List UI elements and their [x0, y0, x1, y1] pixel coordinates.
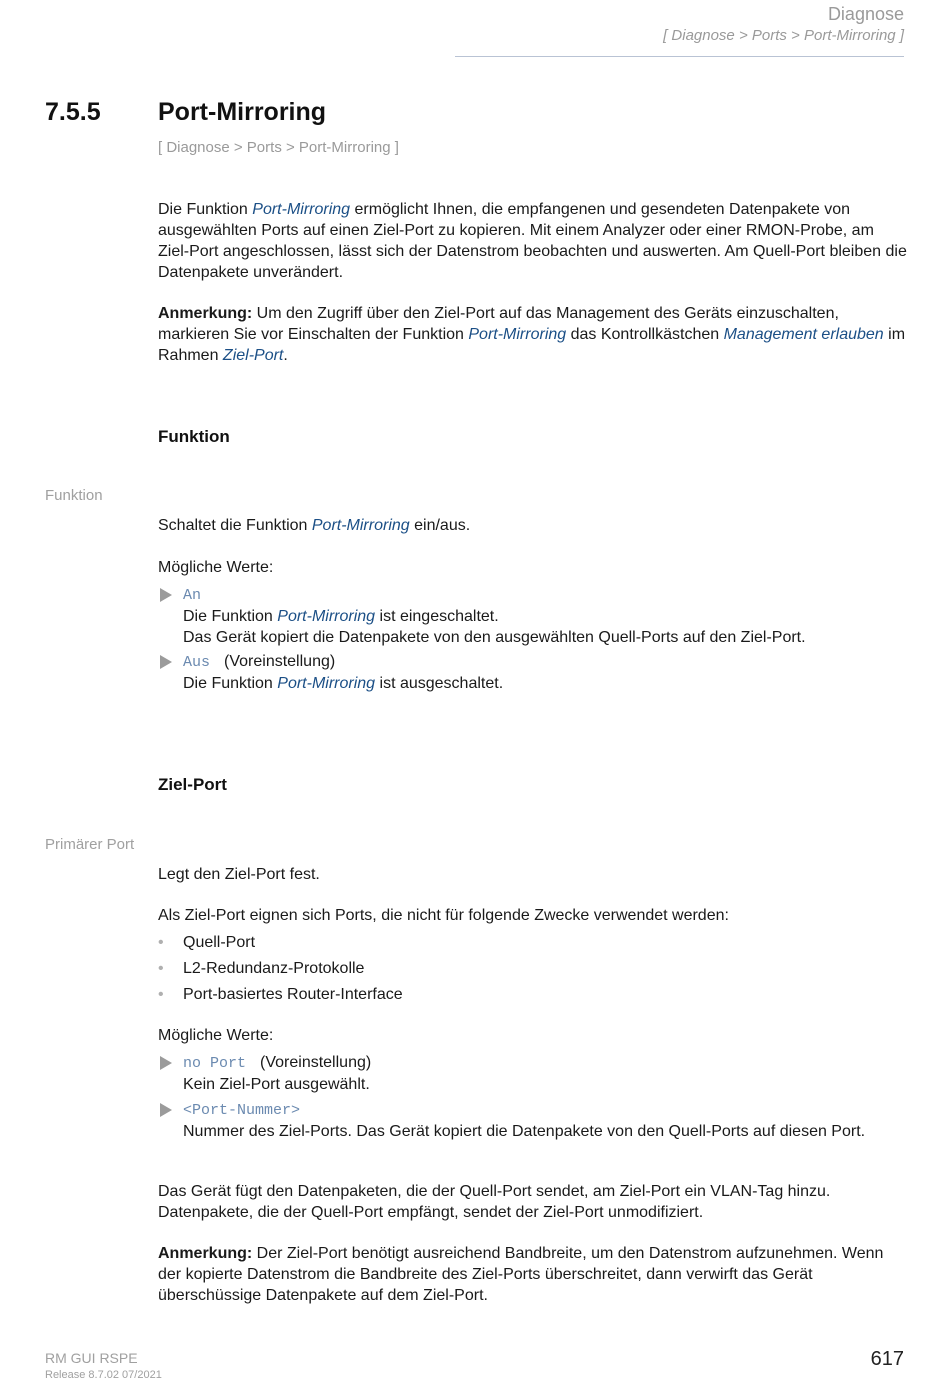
triangle-bullet-icon [160, 588, 172, 602]
option-description: Nummer des Ziel-Ports. Das Gerät kopiert die Datenpakete von den Quell-Ports auf diesen Port. [183, 1123, 866, 1140]
value-option: An Die Funktion Port-Mirroring ist eingeschaltet. Das Gerät kopiert die Datenpakete von den ausgewählten Quell-Ports auf den Ziel-Port. [158, 584, 908, 648]
parameter-description: Schaltet die Funktion Port-Mirroring ein/aus. [158, 517, 471, 534]
option-value: <Port-Nummer> [183, 1102, 301, 1119]
parameter-label-funktion: Funktion [45, 487, 103, 504]
default-note: (Voreinstellung) [260, 1054, 372, 1071]
triangle-bullet-icon [160, 655, 172, 669]
list-item: • L2-Redundanz-Protokolle [158, 960, 365, 977]
option-value: no Port [183, 1055, 247, 1072]
section-breadcrumb: [ Diagnose > Ports > Port-Mirroring ] [158, 139, 399, 156]
bullet-dot-icon: • [158, 986, 164, 1003]
option-value: An [183, 587, 202, 604]
value-option [158, 1052, 908, 1095]
value-option [158, 1099, 908, 1142]
running-header-section: Diagnose [827, 4, 904, 24]
possible-values-label: Mögliche Werte: [158, 559, 274, 576]
option-description: Das Gerät kopiert die Datenpakete von den ausgewählten Quell-Ports auf den Ziel-Port. [183, 629, 806, 646]
parameter-description: Legt den Ziel-Port fest. [158, 866, 320, 883]
note-label: Anmerkung: [158, 1245, 253, 1262]
footer-document-id: RM GUI RSPE [45, 1350, 138, 1366]
subsection-heading-ziel-port: Ziel-Port [158, 775, 227, 794]
note-label: Anmerkung: [158, 305, 253, 322]
possible-values-label: Mögliche Werte: [158, 1027, 274, 1044]
list-item: • Quell-Port [158, 934, 256, 951]
running-header-path: [ Diagnose > Ports > Port-Mirroring ] [663, 27, 904, 44]
subsection-heading-funktion: Funktion [158, 427, 230, 446]
section-title: Port-Mirroring [158, 98, 327, 126]
parameter-label-primaerer-port: Primärer Port [45, 836, 135, 853]
triangle-bullet-icon [160, 1056, 172, 1070]
footer-release: Release 8.7.02 07/2021 [45, 1369, 162, 1381]
triangle-bullet-icon [160, 1103, 172, 1117]
note-paragraph: Anmerkung: Der Ziel-Port benötigt ausreichend Bandbreite, um den Datenstrom aufzunehmen. Wenn der kopierte Datenstrom die Bandbreite des Ziel-Ports überschreitet, dann verwirft das Gerät überschüssige Datenpakete auf dem Ziel-Port. [158, 1245, 884, 1304]
default-note: (Voreinstellung) [224, 653, 336, 670]
link-port-mirroring[interactable]: Port-Mirroring [468, 326, 567, 343]
option-value: Aus [183, 654, 211, 671]
link-ziel-port[interactable]: Ziel-Port [222, 347, 284, 364]
section-number: 7.5.5 [45, 98, 101, 126]
header-divider [455, 56, 904, 57]
vlan-tag-paragraph: Das Gerät fügt den Datenpaketen, die der Quell-Port sendet, am Ziel-Port ein VLAN-Tag hinzu. Datenpakete, die der Quell-Port empfängt, sendet der Ziel-Port unmodifiziert. [158, 1183, 831, 1221]
note-paragraph: Anmerkung: Um den Zugriff über den Ziel-Port auf das Management des Geräts einzuschalten, markieren Sie vor Einschalten der Funktion Port-Mirroring das Kontrollkästchen Management erlauben im Rahmen Ziel-Port. [158, 305, 906, 364]
intro-paragraph: Die Funktion Port-Mirroring ermöglicht Ihnen, die empfangenen und gesendeten Datenpakete von ausgewählten Ports auf einen Ziel-Port zu kopieren. Mit einem Analyzer oder einer RMON-Probe, am Ziel-Port angeschlossen, lässt sich der Datenstrom beobachten und auswerten. Am Quell-Port bleiben die Datenpakete unverändert. [158, 201, 907, 281]
link-port-mirroring[interactable]: Port-Mirroring [277, 608, 376, 625]
option-description: Kein Ziel-Port ausgewählt. [183, 1076, 370, 1093]
page-number: 617 [870, 1348, 904, 1370]
list-item: • Port-basiertes Router-Interface [158, 986, 403, 1003]
link-management-erlauben[interactable]: Management erlauben [723, 326, 884, 343]
link-port-mirroring[interactable]: Port-Mirroring [311, 517, 410, 534]
bullet-dot-icon: • [158, 960, 164, 977]
link-port-mirroring[interactable]: Port-Mirroring [277, 675, 376, 692]
link-port-mirroring[interactable]: Port-Mirroring [252, 201, 351, 218]
suitability-text: Als Ziel-Port eignen sich Ports, die nicht für folgende Zwecke verwendet werden: [158, 907, 729, 924]
value-option: Aus (Voreinstellung) Die Funktion Port-Mirroring ist ausgeschaltet. [158, 651, 908, 694]
bullet-dot-icon: • [158, 934, 164, 951]
